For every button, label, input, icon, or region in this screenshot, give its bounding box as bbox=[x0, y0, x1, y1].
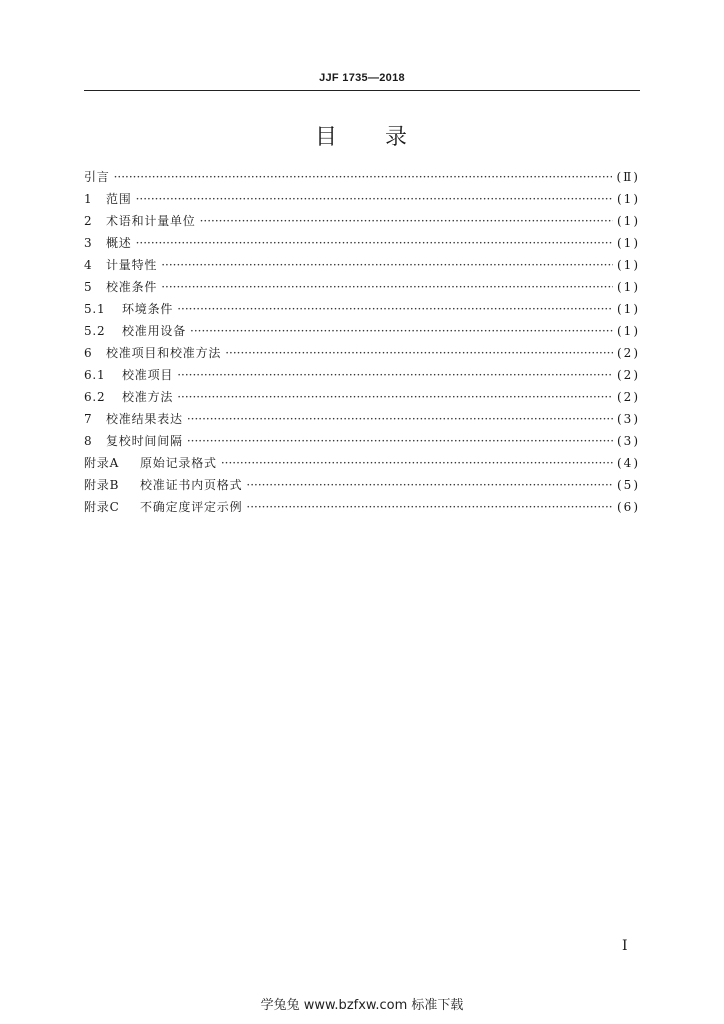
toc-entry-label: 计量特性 bbox=[106, 258, 158, 272]
toc-entry-page: (1) bbox=[617, 302, 640, 316]
toc-entry[interactable] bbox=[84, 212, 640, 234]
toc-entry-number: 6.2 bbox=[84, 390, 106, 404]
toc-entry[interactable] bbox=[84, 344, 640, 366]
toc-entry-page: (1) bbox=[617, 258, 640, 272]
toc-leader-dots bbox=[114, 170, 613, 184]
toc-entry-number: 5.1 bbox=[84, 302, 106, 316]
page-title-char-1: 目 bbox=[314, 125, 339, 150]
toc-leader-dots bbox=[177, 368, 613, 382]
toc-entry-number: 6.1 bbox=[84, 368, 106, 382]
table-of-contents bbox=[84, 168, 640, 520]
header-rule bbox=[84, 90, 640, 91]
toc-entry[interactable] bbox=[84, 190, 640, 212]
toc-entry-number: 2 bbox=[84, 214, 93, 228]
toc-entry-number: 附录B bbox=[84, 478, 120, 492]
toc-entry-label: 概述 bbox=[106, 236, 132, 250]
toc-entry[interactable] bbox=[84, 454, 640, 476]
toc-entry[interactable] bbox=[84, 300, 640, 322]
toc-entry-label: 环境条件 bbox=[122, 302, 174, 316]
toc-entry-page: (1) bbox=[617, 192, 640, 206]
toc-entry-page: (1) bbox=[617, 236, 640, 250]
page-number: I bbox=[622, 938, 628, 954]
toc-entry-number: 附录C bbox=[84, 500, 120, 514]
toc-entry-page: (2) bbox=[617, 390, 640, 404]
toc-entry-number: 1 bbox=[84, 192, 93, 206]
toc-entry-label: 校准方法 bbox=[122, 390, 174, 404]
toc-leader-dots bbox=[200, 214, 613, 228]
toc-entry[interactable] bbox=[84, 498, 640, 520]
toc-entry-page: (1) bbox=[617, 280, 640, 294]
toc-entry-number: 3 bbox=[84, 236, 93, 250]
toc-entry-page: (5) bbox=[617, 478, 640, 492]
toc-entry-page: (6) bbox=[617, 500, 640, 514]
toc-entry-page: (Ⅱ) bbox=[616, 170, 640, 184]
toc-entry[interactable] bbox=[84, 234, 640, 256]
toc-leader-dots bbox=[190, 324, 613, 338]
toc-entry-page: (4) bbox=[617, 456, 640, 470]
toc-entry-page: (2) bbox=[617, 368, 640, 382]
toc-entry-label: 校准项目 bbox=[122, 368, 174, 382]
toc-entry-page: (3) bbox=[617, 412, 640, 426]
toc-leader-dots bbox=[221, 456, 613, 470]
toc-leader-dots bbox=[177, 302, 613, 316]
toc-entry[interactable] bbox=[84, 168, 640, 190]
toc-entry-label: 范围 bbox=[106, 192, 132, 206]
toc-leader-dots bbox=[246, 478, 613, 492]
toc-entry-page: (2) bbox=[617, 346, 640, 360]
toc-entry-number: 4 bbox=[84, 258, 93, 272]
toc-entry-label: 校准项目和校准方法 bbox=[106, 346, 222, 360]
toc-entry[interactable] bbox=[84, 410, 640, 432]
toc-entry-label: 校准条件 bbox=[106, 280, 158, 294]
toc-entry-label: 不确定度评定示例 bbox=[140, 500, 243, 514]
page-title bbox=[0, 120, 724, 151]
toc-leader-dots bbox=[225, 346, 613, 360]
toc-entry-number: 7 bbox=[84, 412, 93, 426]
footer-watermark: 学兔兔 www.bzfxw.com 标准下载 bbox=[260, 998, 464, 1013]
toc-entry-page: (3) bbox=[617, 434, 640, 448]
toc-entry[interactable] bbox=[84, 432, 640, 454]
toc-entry-label: 引言 bbox=[84, 170, 110, 184]
toc-leader-dots bbox=[161, 280, 613, 294]
toc-entry-label: 校准用设备 bbox=[122, 324, 187, 338]
toc-entry-page: (1) bbox=[617, 214, 640, 228]
toc-entry[interactable] bbox=[84, 322, 640, 344]
toc-entry[interactable] bbox=[84, 476, 640, 498]
toc-leader-dots bbox=[161, 258, 613, 272]
toc-leader-dots bbox=[177, 390, 613, 404]
toc-entry-number: 8 bbox=[84, 434, 93, 448]
toc-entry-number: 附录A bbox=[84, 456, 120, 470]
toc-entry[interactable] bbox=[84, 278, 640, 300]
toc-entry-label: 原始记录格式 bbox=[140, 456, 217, 470]
toc-entry-label: 复校时间间隔 bbox=[106, 434, 183, 448]
toc-entry-number: 5 bbox=[84, 280, 93, 294]
toc-leader-dots bbox=[136, 236, 613, 250]
toc-entry[interactable] bbox=[84, 366, 640, 388]
toc-entry-label: 校准结果表达 bbox=[106, 412, 183, 426]
toc-entry[interactable] bbox=[84, 256, 640, 278]
toc-entry-label: 术语和计量单位 bbox=[106, 214, 196, 228]
toc-leader-dots bbox=[136, 192, 613, 206]
standard-code: JJF 1735—2018 bbox=[319, 72, 405, 84]
toc-leader-dots bbox=[187, 434, 613, 448]
toc-entry[interactable] bbox=[84, 388, 640, 410]
toc-leader-dots bbox=[246, 500, 613, 514]
toc-entry-label: 校准证书内页格式 bbox=[140, 478, 243, 492]
toc-leader-dots bbox=[187, 412, 613, 426]
toc-entry-number: 6 bbox=[84, 346, 93, 360]
toc-entry-number: 5.2 bbox=[84, 324, 106, 338]
toc-entry-page: (1) bbox=[617, 324, 640, 338]
page-title-char-2: 录 bbox=[385, 125, 410, 150]
